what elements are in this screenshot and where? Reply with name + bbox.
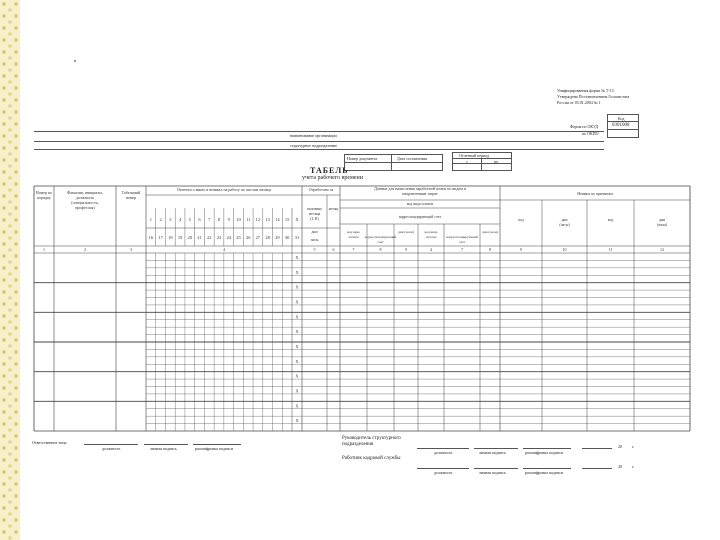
header-number: порядку [37,195,51,200]
header-name: (специальность, [71,200,99,205]
header-payroll-subcolumn: дни (часы) [398,230,414,234]
day-number: 26 [245,235,251,240]
header-absence: Неявки по причинам [577,191,613,196]
day-number: 9 [227,217,230,222]
day-number: 19 [177,235,183,240]
x-mark: X [295,254,299,260]
column-number: 9 [520,247,522,252]
responsible-signature-line [144,444,188,445]
day-number: X [295,217,299,222]
day-number: 1 [149,217,152,222]
period-to-label: по [494,159,499,164]
okud-value: 0301008 [612,123,630,128]
header-account: корреспондирующий счет [398,215,442,219]
header-payroll-subcolumn: корреспондирующий [364,235,397,239]
doc-number-label: Номер документа [347,156,378,161]
period-from-label: с [466,159,468,164]
header-tab-number: номер [125,195,137,200]
responsible-signature-caption: личная подпись [150,446,177,451]
head-position-caption: должность [434,450,453,455]
column-number: 2 [84,247,86,252]
responsible-decoding-line [193,444,241,445]
column-number: 9 [405,247,407,252]
hr-signature-caption: личная подпись [479,470,506,475]
decorative-side-pattern [0,0,20,540]
head-decoding-line [523,448,571,449]
form-approval-line-3: России от 05.01.2004 № 1 [557,100,601,105]
hr-date-suffix: г. [632,464,635,469]
day-number: 14 [275,217,280,222]
hr-signature-line [474,468,518,469]
okud-label: Форма по ОКУД [570,124,599,129]
day-number: 27 [255,235,261,240]
header-payroll-subcolumn: корреспондирующий [446,235,478,239]
day-number: 6 [198,217,201,222]
hr-decoding-line [523,468,571,469]
day-number: 21 [197,235,202,240]
header-name: профессия) [75,205,95,210]
header-absence-subcolumn: код [518,218,524,222]
column-number: 4 [430,247,432,252]
header-absence-subcolumn: (часы) [656,223,668,227]
header-absence-subcolumn: (часы) [559,223,570,227]
header-absence-subcolumn: дни [659,218,665,222]
column-number: 11 [608,247,613,252]
day-number: 17 [158,235,163,240]
day-number: 30 [284,235,290,240]
day-number: 3 [169,217,172,222]
column-number: 1 [43,247,45,252]
code-header-label: Код [618,116,625,121]
header-name: должность [75,195,95,200]
responsible-person-label: Ответственное лицо [32,440,67,445]
day-number: 23 [216,235,222,240]
period-label: Отчетный период [459,153,490,158]
column-number: 8 [489,247,491,252]
head-date-suffix: г. [632,444,635,449]
x-mark: X [295,403,299,409]
responsible-position-caption: должность [102,446,121,451]
form-approval-line-1: Унифицированная форма № Т-13 [557,88,614,93]
header-absence-subcolumn: дни [561,218,568,222]
column-number: 12 [660,247,664,252]
x-mark: X [295,343,299,349]
day-number: 11 [246,217,251,222]
day-number: 4 [178,217,182,222]
day-number: 13 [265,217,270,222]
day-number: 28 [265,235,270,240]
header-number: Номер по [35,190,53,195]
okpo-label: по ОКПО [582,131,599,136]
day-number: 16 [148,235,154,240]
day-number: 2 [159,217,162,222]
x-mark: X [295,373,299,379]
header-tab-number: Табельный [121,190,141,195]
x-mark: X [295,314,299,320]
header-payroll-subcolumn: оплаты [425,235,437,239]
day-number: 20 [187,235,193,240]
hr-position-caption: должность [434,470,453,475]
header-worked: Отработано за [308,187,334,192]
header-payroll-subcolumn: счет [458,240,466,244]
column-number: 7 [461,247,463,252]
column-number: 5 [313,247,316,252]
header-absence-subcolumn: код [607,218,614,222]
column-number: 10 [562,247,567,252]
header-name: Фамилия, инициалы, [67,190,103,195]
column-number: 7 [352,247,355,252]
day-number: 18 [168,235,173,240]
hr-date-year: 20 [618,464,622,469]
responsible-decoding-caption: расшифровка подписи [195,446,234,451]
day-number: 31 [294,235,300,240]
form-approval-line-2: Утверждена Постановлением Госкомстата [557,94,630,99]
day-number: 12 [255,217,261,222]
column-number: 8 [379,247,382,252]
x-mark: X [295,329,299,335]
department-head-label: Руководитель структурного подразделения [342,436,401,447]
document-title: ТАБЕЛЬ [310,166,349,175]
day-number: 29 [275,235,280,240]
column-number: 6 [332,247,335,252]
header-worked-month: месяц [328,207,339,211]
x-mark: X [295,358,299,364]
head-signature-caption: личная подпись [479,450,506,455]
x-mark: X [295,269,299,275]
header-payroll: Данные для начисления заработной платы по видам и [374,186,466,191]
organization-caption: наименование организации [290,133,337,138]
head-signature-line [474,448,518,449]
responsible-position-line [84,444,138,445]
day-number: 8 [217,217,221,222]
doc-date-label: Дата составления [397,156,427,161]
header-worked-half: половину [306,207,323,211]
column-number: 3 [130,247,132,252]
document-subtitle: учета рабочего времени [302,175,363,181]
head-decoding-caption: расшифровка подписи [525,450,564,455]
day-number: 7 [208,217,211,222]
header-worked-half: месяца [308,212,321,216]
header-payroll-subcolumn: оплаты [348,235,359,239]
day-number: 15 [284,217,290,222]
day-number: 24 [226,235,231,240]
day-number: 25 [236,235,241,240]
timesheet-form-page [22,28,710,513]
header-payroll-subcolumn: код вида [347,230,360,234]
header-pay-code: код вида оплаты [406,202,434,206]
day-number: 22 [207,235,212,240]
hr-decoding-caption: расшифровка подписи [525,470,564,475]
column-number: 4 [223,247,225,252]
hr-officer-label: Работник кадровой службы [342,456,401,461]
header-payroll-subcolumn: код вида [424,230,438,234]
x-mark: X [295,284,299,290]
x-mark: X [295,299,299,305]
x-mark: X [295,418,299,424]
department-caption: структурное подразделение [290,143,338,148]
header-payroll-subcolumn: счет [377,240,384,244]
hr-date-line [582,468,612,469]
header-worked-half: (I, II) [310,217,319,221]
head-date-line [582,448,612,449]
header-marks: Отметки о явках и неявках на работу по числам месяца [176,187,272,192]
day-number: 5 [188,217,191,222]
hr-position-line [417,468,469,469]
header-payroll: направлениям затрат [402,191,438,196]
x-mark: X [295,388,299,394]
header-days: дни [311,230,318,234]
header-payroll-subcolumn: дни (часы) [482,230,498,234]
head-position-line [417,448,469,449]
day-number: 10 [236,217,241,222]
head-date-year: 20 [618,444,622,449]
header-hours: часы [310,238,319,242]
